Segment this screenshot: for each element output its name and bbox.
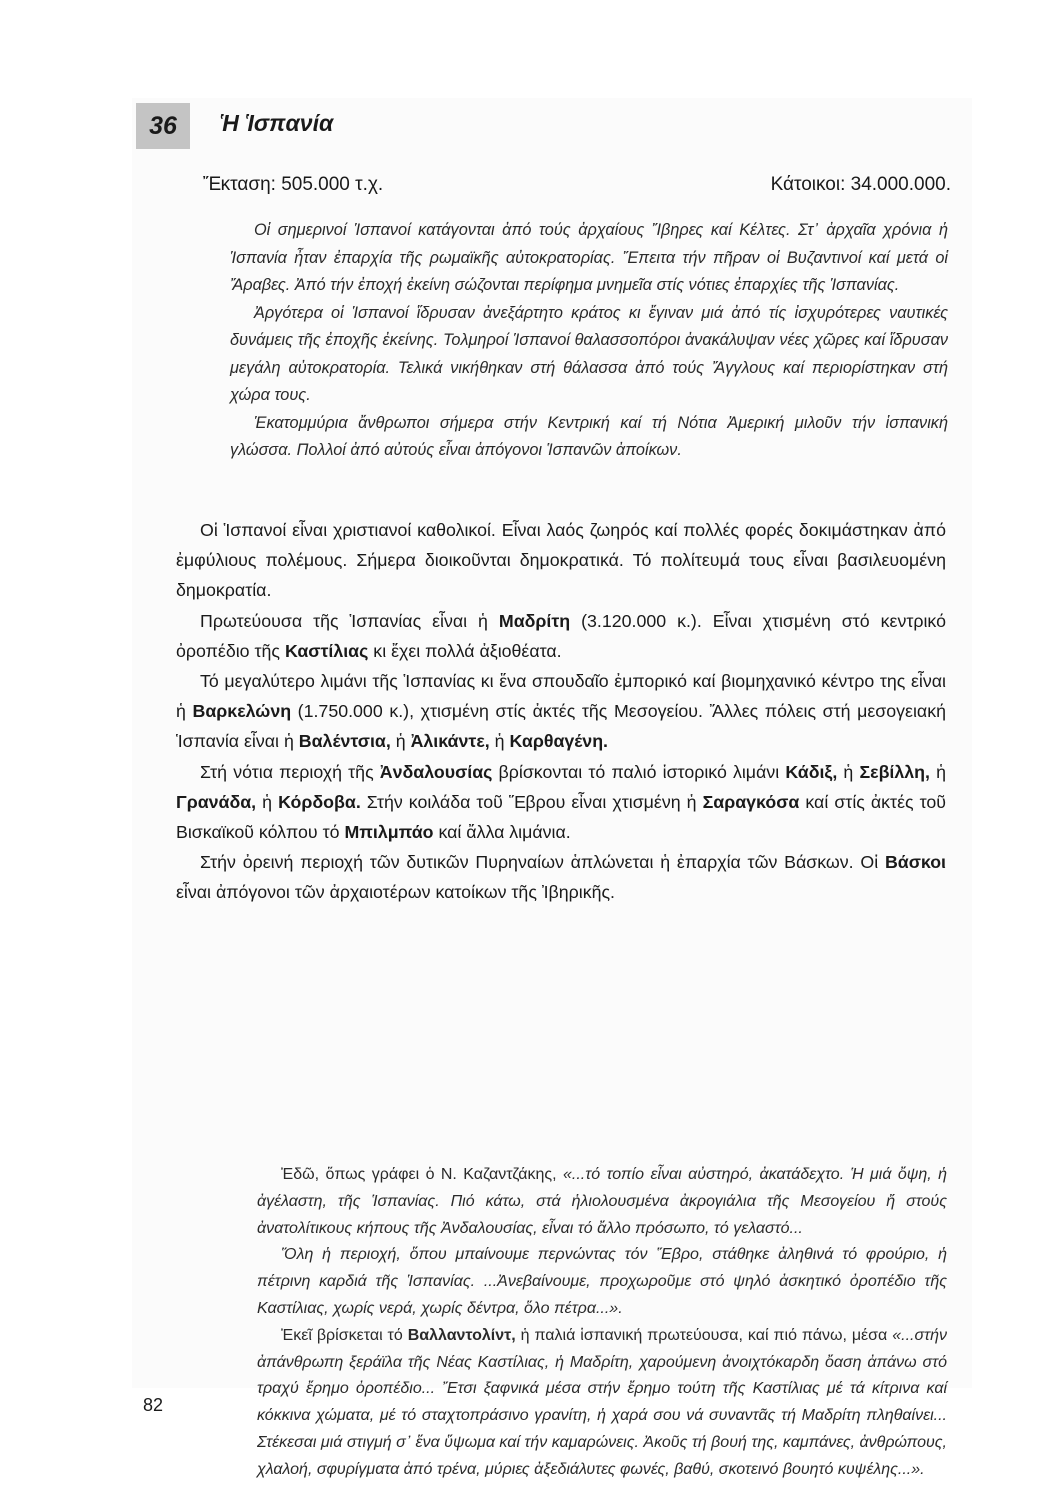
place-name-andalusia: Ἀνδαλουσίας: [379, 761, 493, 782]
population-stat: Κάτοικοι: 34.000.000.: [770, 174, 951, 195]
text-run: (3.120.000 κ.). Εἶναι χτισμένη στό κεντρικό ὀροπέδιο τῆς: [176, 610, 946, 661]
place-name-barcelona: Βαρκελώνη: [192, 701, 292, 722]
intro-paragraph: Ἑκατομμύρια ἄνθρωποι σήμερα στήν Κεντρική καί τή Νότια Ἀμερική μιλοῦν τήν ἱσπανική γλώσσα. Πολλοί ἀπό αὐτούς εἶναι ἀπόγονοι Ἱσπανῶν ἀποίκων.: [230, 413, 948, 459]
body-paragraph-capital: [176, 606, 946, 666]
body-paragraph-basques: [176, 847, 946, 907]
text-run: εἶναι ἀπόγονοι τῶν ἀρχαιοτέρων κατοίκων τῆς Ἰβηρικῆς.: [176, 882, 615, 903]
place-name-zaragoza: Σαραγκόσα: [702, 791, 800, 812]
text-run: καί στίς ἀκτές τοῦ Βισκαϊκοῦ κόλπου τό: [176, 791, 947, 843]
page-number: 82: [143, 1395, 164, 1415]
text-run: ἡ: [837, 761, 860, 782]
place-name-alicante: Ἀλικάντε,: [410, 731, 490, 752]
text-run: ἡ: [390, 731, 411, 752]
quote-paragraph: [257, 1323, 947, 1484]
text-run: Στήν κοιλάδα τοῦ Ἕβρου εἶναι χτισμένη ἡ: [360, 791, 703, 812]
place-name-valencia: Βαλέντσια,: [298, 731, 391, 752]
body-paragraph-barcelona: [176, 666, 946, 757]
body-paragraph-religion: Οἱ Ἱσπανοί εἶναι χριστιανοί καθολικοί. Εἶναι λαός ζωηρός καί πολλές φορές δοκιμάστηκαν ἀπό ἐμφύλιους πολέμους. Σήμερα διοικοῦνται δημοκρατικά. Τό πολίτευμά τους εἶναι βασιλευομένη δημοκρατία.: [176, 520, 946, 601]
text-run: Στή νότια περιοχή τῆς: [200, 761, 380, 782]
place-name-bilbao: Μπιλμπάο: [344, 822, 434, 843]
people-name-basques: Βάσκοι: [884, 852, 946, 873]
text-run: Ἐκεῖ βρίσκεται τό: [281, 1326, 408, 1344]
body-paragraph-andalusia: [176, 757, 946, 848]
text-run: καί ἄλλα λιμάνια.: [433, 822, 571, 843]
place-name-valladolid: Βαλλαντολίντ,: [407, 1326, 516, 1344]
text-run: ἡ παλιά ἱσπανική πρωτεύουσα, καί πιό πάνω, μέσα: [515, 1326, 893, 1344]
text-run: βρίσκονται τό παλιό ἱστορικό λιμάνι: [492, 761, 786, 782]
chapter-title: Ἡ Ἱσπανία: [220, 110, 334, 136]
quote-paragraph: Ὅλη ἡ περιοχή, ὅπου μπαίνουμε περνώντας τόν Ἕβρο, στάθηκε ἀληθινά τό φρούριο, ἡ πέτρινη καρδιά τῆς Ἱσπανίας. ...Ἀνεβαίνουμε, προχωροῦμε στό ψηλό ἀσκητικό ὀροπέδιο τῆς Καστίλιας, χωρίς νερά, χωρίς δέντρα, ὅλο πέτρα...».: [257, 1246, 947, 1317]
place-name-seville: Σεβίλλη,: [859, 761, 930, 782]
text-run: (1.750.000 κ.), χτισμένη στίς ἀκτές τῆς Μεσογείου. Ἄλλες πόλεις στή μεσογειακή Ἱσπανία εἶναι ἡ: [176, 701, 946, 752]
kazantzakis-quote: [257, 1162, 947, 1484]
place-name-cartagena: Καρθαγένη.: [509, 731, 608, 752]
place-name-cordoba: Κόρδοβα.: [278, 791, 361, 812]
main-text: [176, 515, 946, 908]
chapter-number-badge: 36: [136, 103, 190, 149]
place-name-cadiz: Κάδιξ,: [785, 761, 838, 782]
text-run: ἡ: [489, 731, 510, 752]
intro-paragraph: Οἱ σημερινοί Ἱσπανοί κατάγονται ἀπό τούς ἀρχαίους Ἴβηρες καί Κέλτες. Στ᾿ ἀρχαῖα χρόνια ἡ Ἱσπανία ἦταν ἐπαρχία τῆς ρωμαϊκῆς αὐτοκρατορίας. Ἔπειτα τήν πῆραν οἱ Βυζαντινοί καί μετά οἱ Ἄραβες. Ἀπό τήν ἐποχή ἐκείνη σώζονται περίφημα μνημεῖα στίς νότιες ἐπαρχίες τῆς Ἱσπανίας.: [230, 221, 948, 294]
text-run: ἡ: [929, 761, 946, 782]
place-name-granada: Γρανάδα,: [176, 791, 257, 812]
text-run: Στήν ὀρεινή περιοχή τῶν δυτικῶν Πυρηναίων ἁπλώνεται ἡ ἐπαρχία τῶν Βάσκων. Οἱ: [200, 852, 885, 873]
intro-section: [230, 217, 948, 465]
text-run: Πρωτεύουσα τῆς Ἱσπανίας εἶναι ἡ: [200, 610, 499, 631]
text-run: ἡ: [256, 791, 279, 812]
place-name-castile: Καστίλιας: [284, 640, 369, 661]
text-run: Τό μεγαλύτερο λιμάνι τῆς Ἱσπανίας κι ἕνα σπουδαῖο ἐμπορικό καί βιομηχανικό κέντρο της εἶναι ἡ: [176, 671, 946, 722]
quote-paragraph: [257, 1162, 947, 1242]
place-name-madrid: Μαδρίτη: [498, 610, 571, 631]
intro-paragraph: Ἀργότερα οἱ Ἱσπανοί ἵδρυσαν ἀνεξάρτητο κράτος κι ἔγιναν μιά ἀπό τίς ἰσχυρότερες ναυτικές δυνάμεις τῆς ἐποχῆς ἐκείνης. Τολμηροί Ἱσπανοί θαλασσοπόροι ἀνακάλυψαν νέες χῶρες καί ἵδρυσαν μεγάλη αὐτοκρατορία. Τελικά νικήθηκαν στή θάλασσα ἀπό τούς Ἄγγλους καί περιορίστηκαν στή χώρα τους.: [230, 303, 948, 404]
quote-text: «...τό τοπίο εἶναι αὐστηρό, ἀκατάδεχτο. Ἡ μιά ὄψη, ἡ ἀγέλαστη, τῆς Ἱσπανίας. Πιό κάτω, στά ἡλιολουσμένα ἀκρογιάλια τῆς Μεσογείου ἤ στούς ἀνατολίτικους κήπους τῆς Ἀνδαλουσίας, εἶναι τό ἄλλο πρόσωπο, τό γελαστό...: [257, 1166, 947, 1237]
quote-text: «...στήν ἀπάνθρωπη ξεράϊλα τῆς Νέας Καστίλιας, ἡ Μαδρίτη, χαρούμενη ἀνοιχτόκαρδη ὄαση ἀπάνω στό τραχύ ἔρημο ὀροπέδιο... Ἔτσι ξαφνικά μέσα στήν ἔρημο τούτη τῆς Καστίλιας μέ τά κίτρινα καί κόκκινα χώματα, μέ τό σταχτοπράσινο γρανίτη, ἡ χαρά σου νά συναντᾶς τή Μαδρίτη πληθαίνει... Στέκεσαι μιά στιγμή σ᾿ ἕνα ὕψωμα καί τήν καμαρώνεις. Ἀκοῦς τή βουή της, καμπάνες, ἀνθρώπους, χλαλοή, σφυρίγματα ἀπό τρένα, μύριες ἀξεδιάλυτες φωνές, βαθύ, σκοτεινό βουητό κυψέλης...».: [257, 1326, 947, 1478]
area-stat: Ἔκταση: 505.000 τ.χ.: [203, 174, 384, 195]
text-run: κι ἔχει πολλά ἀξιοθέατα.: [368, 640, 562, 661]
text-run: Ἐδῶ, ὅπως γράφει ὁ Ν. Καζαντζάκης,: [281, 1166, 563, 1183]
